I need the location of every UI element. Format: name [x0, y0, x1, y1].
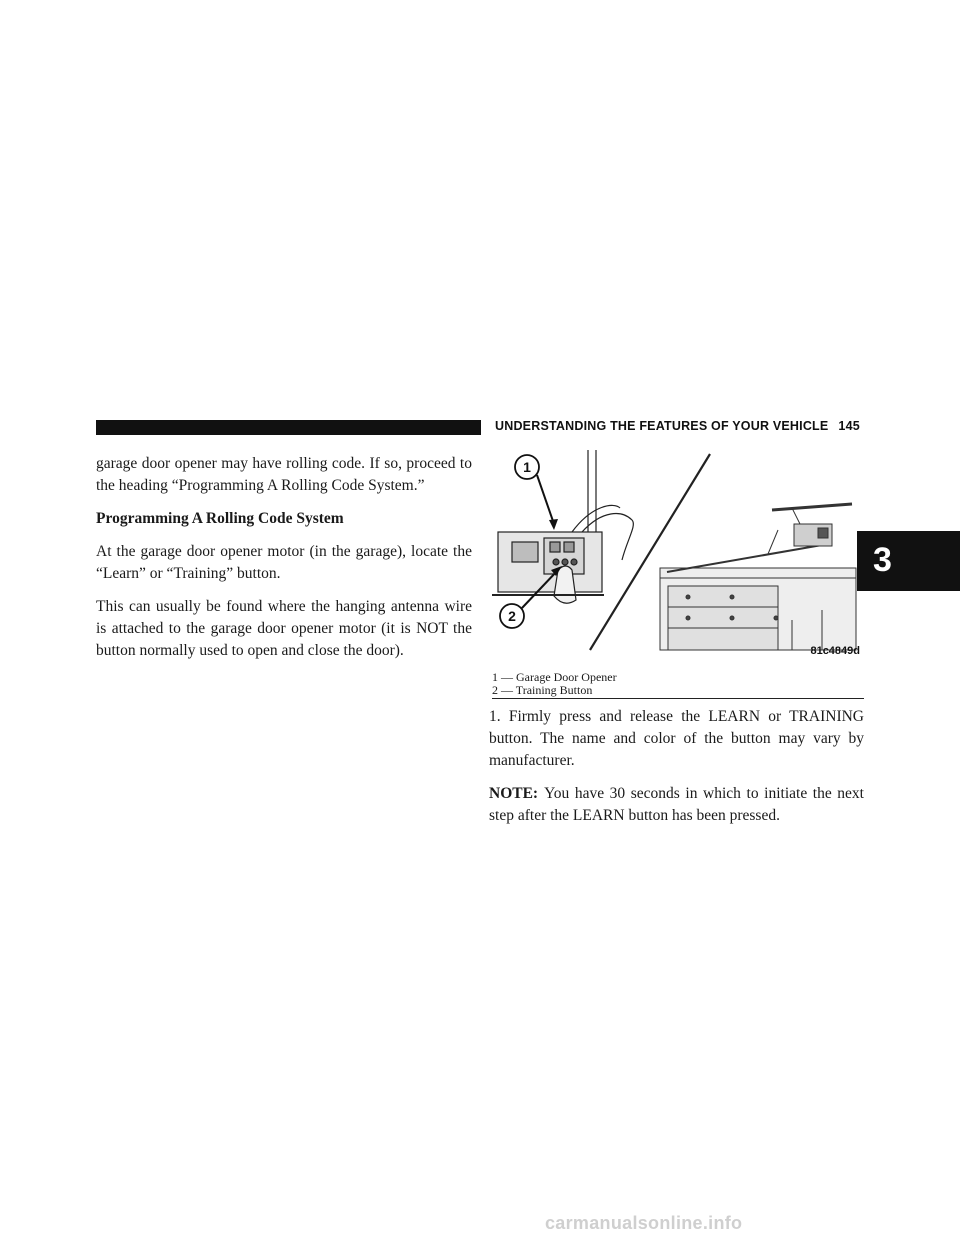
callout-1-label: 1 [523, 459, 531, 475]
page-number: 145 [838, 419, 860, 433]
paragraph: garage door opener may have rolling code. If so, proceed to the heading “Programming A Rolling Code System.” [96, 455, 472, 494]
note-label: NOTE: [489, 785, 539, 802]
header-rule [96, 420, 481, 435]
right-column [489, 706, 864, 838]
note-paragraph [489, 783, 864, 827]
paragraph: This can usually be found where the hanging antenna wire is attached to the garage door opener motor (it is NOT the button normally used to open and close the door). [96, 598, 472, 659]
chapter-tab [857, 531, 960, 591]
section-title: UNDERSTANDING THE FEATURES OF YOUR VEHICLE [495, 419, 829, 433]
running-header [495, 419, 860, 433]
opener-closeup [492, 450, 633, 603]
left-column [96, 453, 472, 673]
step-paragraph: 1. Firmly press and release the LEARN or TRAINING button. The name and color of the button may vary by manufacturer. [489, 708, 864, 769]
figure-code: 81c4849d [810, 645, 860, 657]
chapter-number: 3 [873, 541, 892, 579]
subheading: Programming A Rolling Code System [96, 510, 344, 527]
caption-line: 2 — Training Button [492, 683, 593, 697]
note-text: You have 30 seconds in which to initiate the next step after the LEARN button has been pressed. [489, 785, 864, 824]
callout-2-label: 2 [508, 608, 516, 624]
garage-door-opener-illustration [492, 450, 864, 662]
callout-1 [515, 455, 558, 530]
figure-caption [492, 671, 864, 699]
paragraph: At the garage door opener motor (in the garage), locate the “Learn” or “Training” button. [96, 543, 472, 582]
caption-line: 1 — Garage Door Opener [492, 670, 617, 684]
watermark: carmanualsonline.info [545, 1213, 743, 1233]
garage-overview [660, 504, 856, 650]
